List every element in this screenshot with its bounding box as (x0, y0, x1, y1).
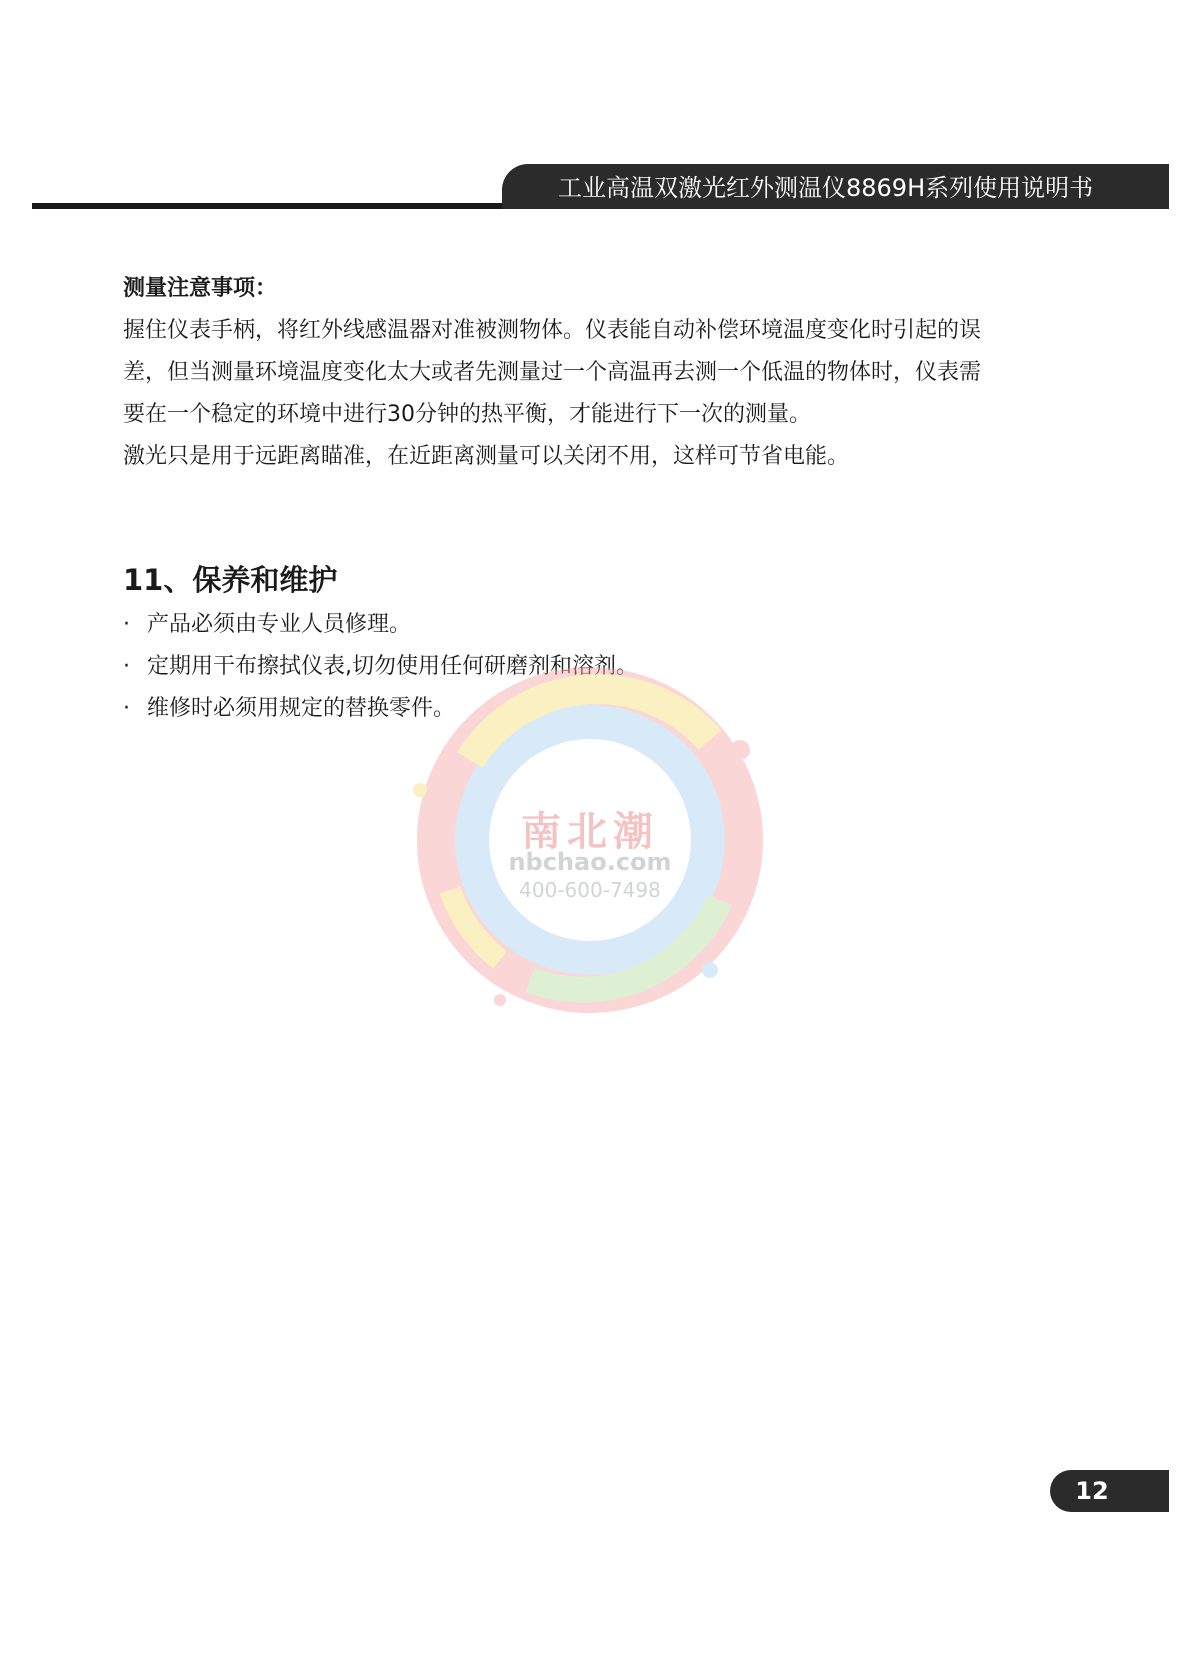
bullet-icon: · (123, 696, 130, 721)
watermark-domain: nbchao.com (508, 848, 672, 876)
watermark (380, 640, 800, 1040)
measurement-notes-line: 握住仪表手柄，将红外线感温器对准被测物体。仪表能自动补偿环境温度变化时引起的误 (123, 318, 982, 343)
measurement-notes-line: 要在一个稳定的环境中进行30分钟的热平衡，才能进行下一次的测量。 (123, 402, 811, 427)
measurement-notes-line: 激光只是用于远距离瞄准，在近距离测量可以关闭不用，这样可节省电能。 (123, 444, 850, 469)
maintenance-heading: 11、保养和维护 (123, 563, 338, 597)
document-title: 工业高温双激光红外测温仪8869H系列使用说明书 (558, 174, 1094, 202)
measurement-notes-line: 差，但当测量环境温度变化太大或者先测量过一个高温再去测一个低温的物体时，仪表需 (123, 360, 982, 385)
page-number: 12 (1075, 1477, 1109, 1505)
list-item-text: 产品必须由专业人员修理。 (147, 612, 412, 637)
measurement-notes-heading: 测量注意事项： (123, 276, 278, 301)
bullet-icon: · (123, 612, 130, 637)
watermark-phone: 400-600-7498 (519, 878, 661, 902)
bullet-icon: · (123, 654, 130, 679)
watermark-brand: 南北潮 (521, 808, 659, 855)
list-item-text: 维修时必须用规定的替换零件。 (147, 696, 456, 721)
list-item-text: 定期用干布擦拭仪表,切勿使用任何研磨剂和溶剂。 (147, 654, 638, 679)
